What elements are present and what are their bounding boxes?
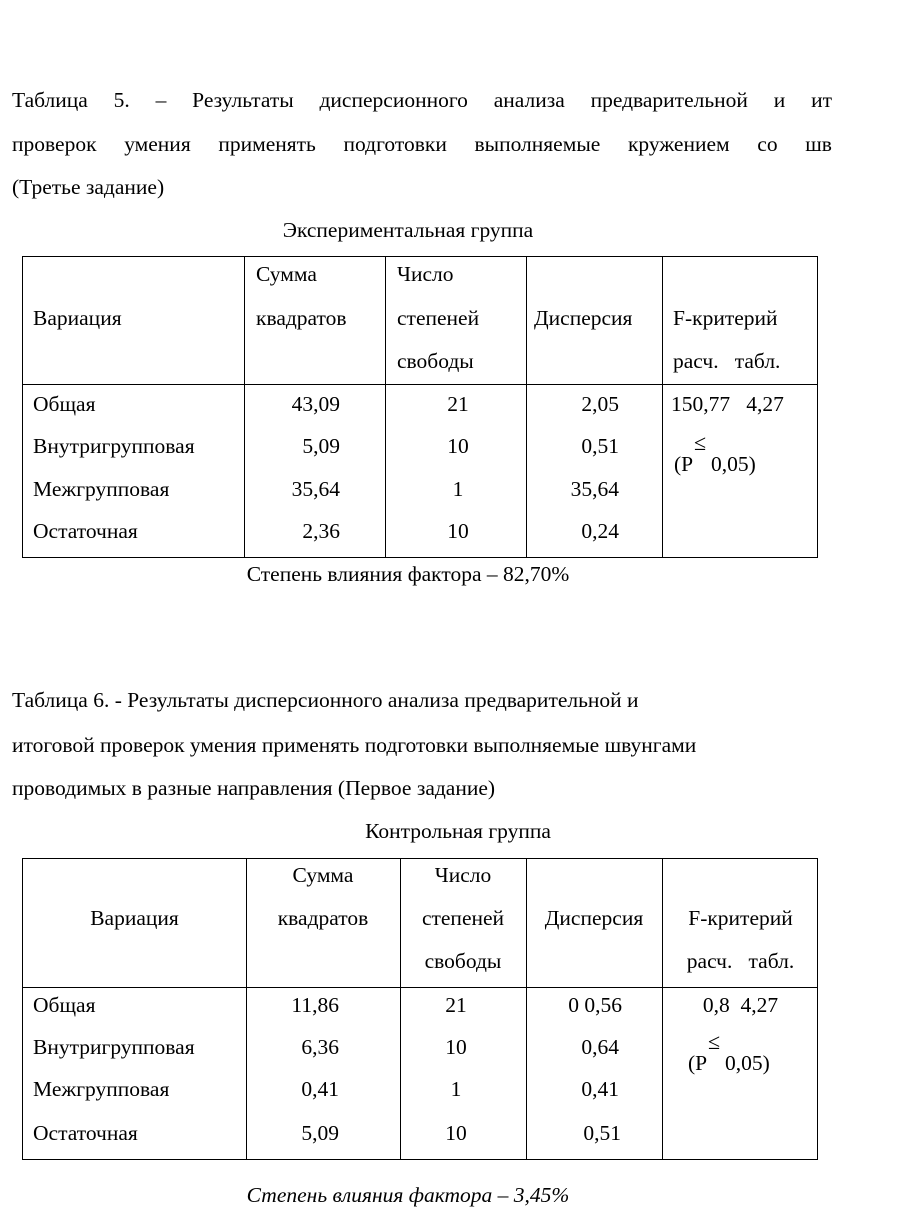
table6-group-title: Контрольная группа bbox=[365, 819, 551, 843]
row-name: Внутригрупповая bbox=[33, 434, 195, 458]
row-sum: 2,36 bbox=[302, 519, 340, 543]
caption-word: умения bbox=[124, 132, 191, 156]
caption-word: кружением bbox=[627, 132, 730, 156]
row-sum: 0,41 bbox=[301, 1077, 339, 1101]
row-df: 1 bbox=[450, 1077, 462, 1101]
header-df-line2: степеней bbox=[421, 906, 505, 930]
row-dispersion: 35,64 bbox=[570, 477, 619, 501]
caption-word: Результаты bbox=[192, 88, 294, 112]
table5 bbox=[22, 256, 818, 558]
row-name: Межгрупповая bbox=[33, 477, 170, 501]
row-dispersion: 0,51 bbox=[583, 1121, 621, 1145]
row-df: 10 bbox=[447, 519, 469, 543]
row-df: 1 bbox=[452, 477, 464, 501]
header-dispersion: Дисперсия bbox=[544, 906, 644, 930]
table6-caption-line2: итоговой проверок умения применять подготовки выполняемые швунгами bbox=[12, 733, 697, 757]
caption-word: дисперсионного bbox=[319, 88, 468, 112]
table5-caption-line1 bbox=[12, 88, 832, 113]
caption-word: применять bbox=[218, 132, 316, 156]
header-dispersion: Дисперсия bbox=[534, 306, 633, 330]
p-prefix: (P bbox=[674, 452, 694, 476]
row-df: 21 bbox=[447, 392, 469, 416]
header-f-line1: F-критерий bbox=[688, 906, 793, 930]
header-df-line1: Число bbox=[434, 863, 492, 887]
p-suffix: 0,05) bbox=[725, 1051, 770, 1075]
table6-caption-line1: Таблица 6. - Результаты дисперсионного анализа предварительной и bbox=[12, 688, 639, 712]
row-df: 10 bbox=[445, 1121, 467, 1145]
header-variation: Вариация bbox=[90, 906, 179, 930]
table5-caption-line3: (Третье задание) bbox=[12, 175, 165, 199]
row-name: Остаточная bbox=[33, 1121, 138, 1145]
header-f-line1: F-критерий bbox=[673, 306, 778, 330]
row-dispersion: 0 0,56 bbox=[568, 993, 622, 1017]
row-sum: 6,36 bbox=[301, 1035, 339, 1059]
row-name: Общая bbox=[33, 392, 96, 416]
row-sum: 5,09 bbox=[301, 1121, 339, 1145]
row-df: 21 bbox=[445, 993, 467, 1017]
f-values: 0,8 4,27 bbox=[702, 993, 779, 1017]
header-sum-line1: Сумма bbox=[256, 262, 317, 286]
row-sum: 35,64 bbox=[291, 477, 340, 501]
caption-word: ит bbox=[811, 88, 832, 112]
row-dispersion: 0,51 bbox=[581, 434, 619, 458]
row-dispersion: 0,24 bbox=[581, 519, 619, 543]
caption-word: со bbox=[757, 132, 778, 156]
row-name: Внутригрупповая bbox=[33, 1035, 195, 1059]
caption-word: шв bbox=[805, 132, 832, 156]
row-dispersion: 0,41 bbox=[581, 1077, 619, 1101]
table6 bbox=[22, 858, 818, 1160]
row-df: 10 bbox=[447, 434, 469, 458]
header-df-line3: свободы bbox=[424, 949, 502, 973]
caption-word: – bbox=[155, 88, 167, 112]
header-f-line2: расч. табл. bbox=[686, 949, 795, 973]
header-sum-line2: квадратов bbox=[256, 306, 347, 330]
row-name: Межгрупповая bbox=[33, 1077, 170, 1101]
row-name: Остаточная bbox=[33, 519, 138, 543]
header-variation: Вариация bbox=[33, 306, 122, 330]
table6-influence: Степень влияния фактора – 3,45% bbox=[246, 1183, 570, 1207]
table5-influence: Степень влияния фактора – 82,70% bbox=[246, 562, 570, 586]
header-sum-line1: Сумма bbox=[292, 863, 354, 887]
row-dispersion: 0,64 bbox=[581, 1035, 619, 1059]
header-df-line1: Число bbox=[397, 262, 454, 286]
caption-word: и bbox=[773, 88, 786, 112]
row-df: 10 bbox=[445, 1035, 467, 1059]
row-sum: 5,09 bbox=[302, 434, 340, 458]
less-or-equal-icon: ≤ bbox=[694, 430, 707, 455]
p-suffix: 0,05) bbox=[711, 452, 756, 476]
header-df-line3: свободы bbox=[397, 349, 474, 373]
less-or-equal-icon: ≤ bbox=[708, 1029, 721, 1054]
row-dispersion: 2,05 bbox=[581, 392, 619, 416]
caption-word: проверок bbox=[12, 132, 97, 156]
table5-group-title: Экспериментальная группа bbox=[282, 218, 534, 242]
caption-word: анализа bbox=[493, 88, 565, 112]
p-prefix: (P bbox=[688, 1051, 708, 1075]
caption-word: Таблица bbox=[12, 88, 88, 112]
header-f-line2: расч. табл. bbox=[673, 349, 781, 373]
table5-caption-line2 bbox=[12, 132, 832, 157]
row-sum: 43,09 bbox=[291, 392, 340, 416]
caption-word: 5. bbox=[113, 88, 130, 112]
caption-word: выполняемые bbox=[474, 132, 601, 156]
caption-word: предварительной bbox=[590, 88, 748, 112]
row-name: Общая bbox=[33, 993, 96, 1017]
header-sum-line2: квадратов bbox=[277, 906, 369, 930]
f-values: 150,77 4,27 bbox=[671, 392, 784, 416]
caption-word: подготовки bbox=[343, 132, 447, 156]
row-sum: 11,86 bbox=[291, 993, 339, 1017]
table6-caption-line3: проводимых в разные направления (Первое задание) bbox=[12, 776, 496, 800]
header-df-line2: степеней bbox=[397, 306, 480, 330]
